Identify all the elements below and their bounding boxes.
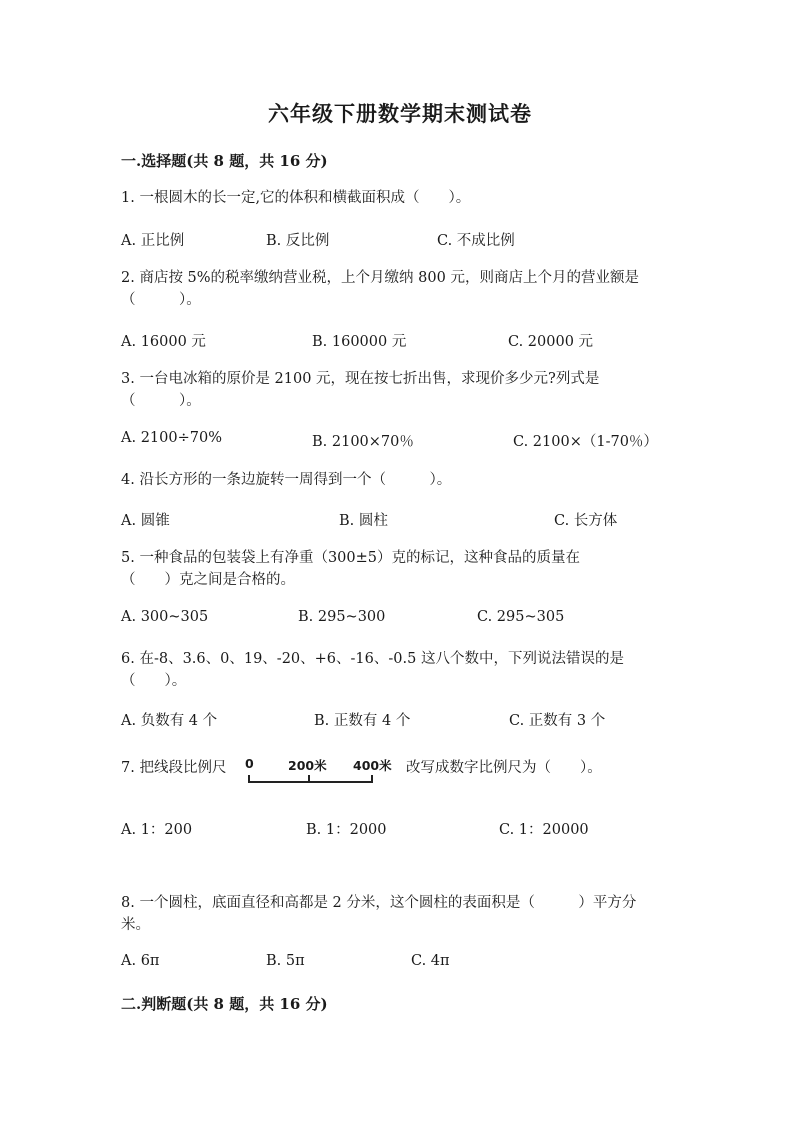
option-b: B. 160000 元 xyxy=(312,334,407,350)
option-b: B. 反比例 xyxy=(266,233,330,249)
question-text: 1. 一根圆木的长一定,它的体积和横截面积成（ ）。 xyxy=(121,190,471,206)
option-b: B. 295~300 xyxy=(298,609,386,625)
page-title: 六年级下册数学期末测试卷 xyxy=(268,101,532,126)
option-c: C. 20000 元 xyxy=(508,334,594,350)
option-c: C. 295~305 xyxy=(477,609,565,625)
question-text-line2: （ ）。 xyxy=(121,292,201,308)
question-text-line2: （ ）。 xyxy=(121,673,187,689)
option-c: C. 1：20000 xyxy=(499,822,589,838)
option-c: C. 长方体 xyxy=(554,513,618,529)
option-a: A. 2100÷70% xyxy=(121,430,222,446)
scale-label-0: 0 xyxy=(245,756,254,771)
option-c: C. 不成比例 xyxy=(437,233,515,249)
question-text: 4. 沿长方形的一条边旋转一周得到一个（ ）。 xyxy=(121,472,452,488)
scale-label-200: 200米 xyxy=(288,758,327,773)
option-c: C. 正数有 3 个 xyxy=(509,713,606,729)
option-b: B. 2100×70％ xyxy=(312,434,414,450)
question-text: 7. 把线段比例尺 xyxy=(121,760,227,776)
option-a: A. 正比例 xyxy=(121,233,185,249)
scale-label-400: 400米 xyxy=(353,758,392,773)
option-c: C. 4π xyxy=(411,953,450,969)
option-c: C. 2100×（1-70％） xyxy=(513,434,658,450)
question-text: 5. 一种食品的包装袋上有净重（300±5）克的标记，这种食品的质量在 xyxy=(121,550,580,566)
question-text: 3. 一台电冰箱的原价是 2100 元，现在按七折出售，求现价多少元?列式是 xyxy=(121,371,600,387)
option-a: A. 300~305 xyxy=(121,609,209,625)
option-b: B. 正数有 4 个 xyxy=(314,713,411,729)
question-text-line2: （ ）。 xyxy=(121,393,201,409)
option-b: B. 圆柱 xyxy=(339,513,388,529)
question-text-line2: 米。 xyxy=(121,917,150,933)
option-a: A. 负数有 4 个 xyxy=(121,713,218,729)
option-a: A. 圆锥 xyxy=(121,513,170,529)
question-text: 2. 商店按 5%的税率缴纳营业税，上个月缴纳 800 元，则商店上个月的营业额是 xyxy=(121,270,639,286)
option-b: B. 5π xyxy=(266,953,305,969)
option-a: A. 1：200 xyxy=(121,822,193,838)
option-a: A. 16000 元 xyxy=(121,334,206,350)
scale-bar xyxy=(242,750,392,790)
option-a: A. 6π xyxy=(121,953,160,969)
section-heading-choice: 一.选择题(共 8 题，共 16 分) xyxy=(121,152,328,170)
section-heading-judge: 二.判断题(共 8 题，共 16 分) xyxy=(121,995,328,1013)
question-text: 8. 一个圆柱，底面直径和高都是 2 分米，这个圆柱的表面积是（ ）平方分 xyxy=(121,895,637,911)
question-text: 6. 在-8、3.6、0、19、-20、+6、-16、-0.5 这八个数中，下列说法错误的是 xyxy=(121,651,624,667)
question-text-cont: 改写成数字比例尺为（ ）。 xyxy=(406,760,602,776)
option-b: B. 1：2000 xyxy=(306,822,387,838)
question-text-line2: （ ）克之间是合格的。 xyxy=(121,572,295,588)
line-segment-scale xyxy=(242,750,392,790)
